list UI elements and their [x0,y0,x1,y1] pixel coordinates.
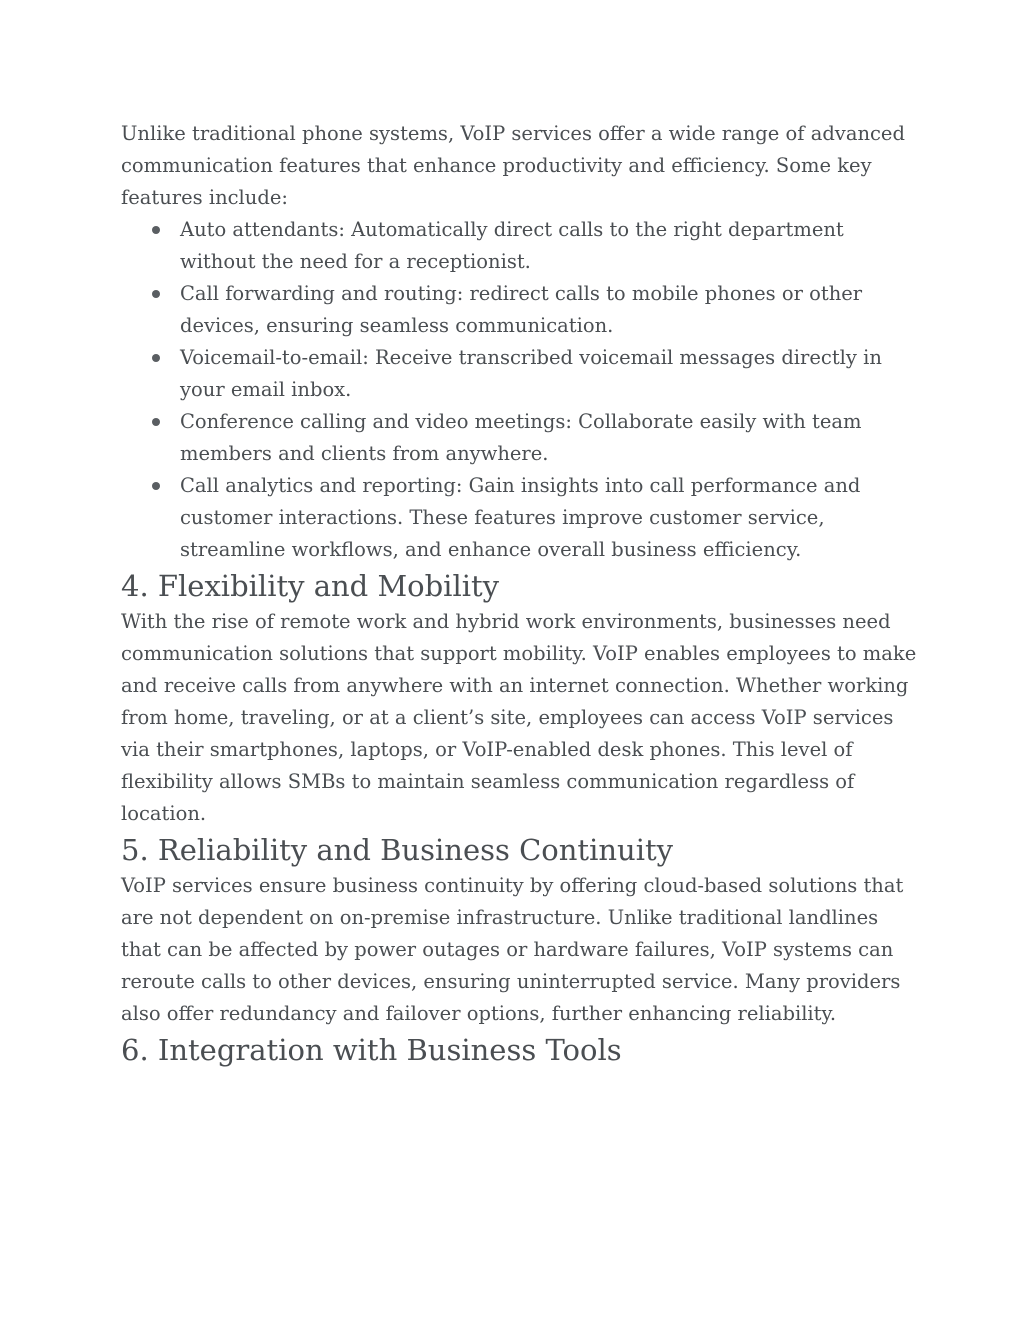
bullet-icon [152,418,160,426]
bullet-icon [152,290,160,298]
list-item [180,214,921,278]
list-item [180,278,921,342]
feature-list [121,214,921,566]
bullet-icon [152,354,160,362]
bullet-icon [152,226,160,234]
section-heading-flexibility: 4. Flexibility and Mobility [121,569,500,603]
section-body-reliability: VoIP services ensure business continuity by offering cloud-based solutions that are not dependent on on-premise infrastructure. Unlike traditional landlines that can be affected by power outages or hardware failures, VoIP systems can reroute calls to other devices, ensuring uninterrupted service. Many providers also offer redundancy and failover options, further enhancing reliability. [121,874,904,1025]
list-item-text: Conference calling and video meetings: Collaborate easily with team members and clients from anywhere. [180,410,862,465]
list-item [180,406,921,470]
list-item-text: Auto attendants: Automatically direct calls to the right department without the need for a receptionist. [180,218,844,273]
document-page [121,118,921,1070]
list-item [180,342,921,406]
list-item [180,470,921,566]
section-heading-reliability: 5. Reliability and Business Continuity [121,833,674,867]
intro-paragraph: Unlike traditional phone systems, VoIP services offer a wide range of advanced communication features that enhance productivity and efficiency. Some key features include: [121,122,905,209]
bullet-icon [152,482,160,490]
list-item-text: Call analytics and reporting: Gain insights into call performance and customer interactions. These features improve customer service, streamline workflows, and enhance overall business efficiency. [180,474,861,561]
list-item-text: Voicemail-to-email: Receive transcribed voicemail messages directly in your email inbox. [180,346,882,401]
section-heading-integration: 6. Integration with Business Tools [121,1033,622,1067]
section-body-flexibility: With the rise of remote work and hybrid work environments, businesses need communication solutions that support mobility. VoIP enables employees to make and receive calls from anywhere with an internet connection. Whether working from home, traveling, or at a client’s site, employees can access VoIP services via their smartphones, laptops, or VoIP-enabled desk phones. This level of flexibility allows SMBs to maintain seamless communication regardless of location. [121,610,917,825]
list-item-text: Call forwarding and routing: redirect calls to mobile phones or other devices, ensuring seamless communication. [180,282,863,337]
